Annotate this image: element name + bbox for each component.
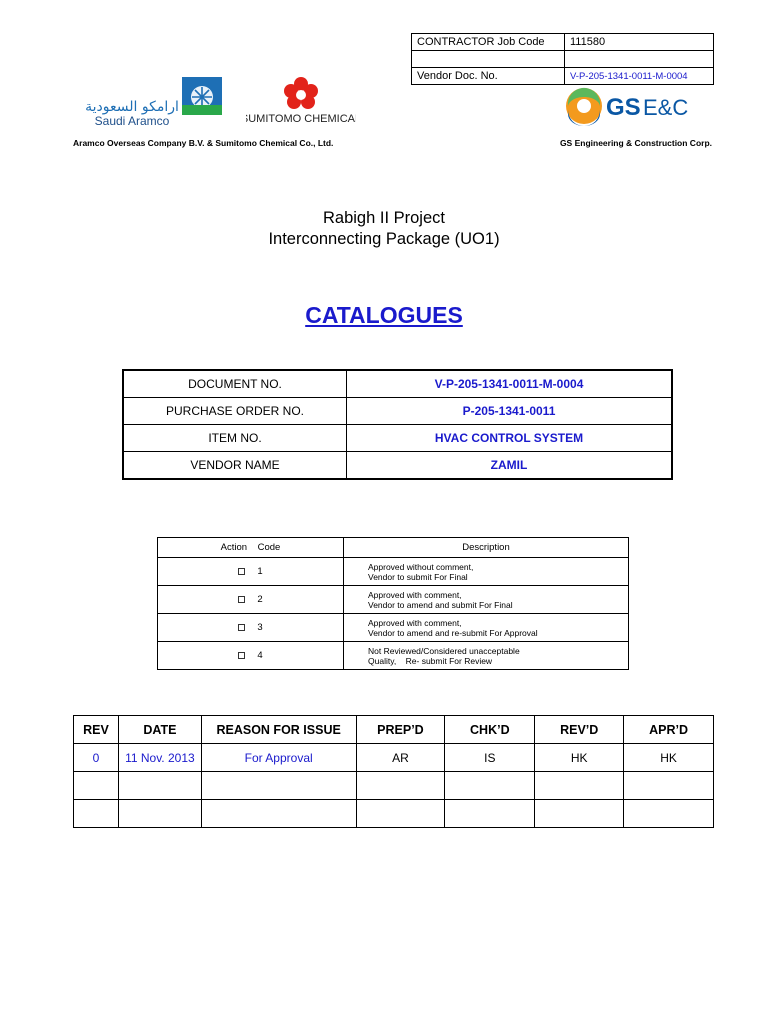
doc-info-value: P-205-1341-0011 [347, 398, 673, 425]
job-code-label: CONTRACTOR Job Code [412, 34, 565, 51]
revd-cell: HK [535, 744, 624, 772]
rev-cell [74, 800, 119, 828]
revision-row [74, 744, 714, 772]
vendor-doc-row [412, 68, 714, 85]
doc-info-row [123, 425, 672, 452]
aramco-star-icon [182, 77, 222, 115]
action-row [158, 558, 629, 586]
doc-info-label: VENDOR NAME [123, 452, 347, 480]
action-code-cell [158, 642, 344, 670]
description-header: Description [344, 538, 629, 558]
checkbox-icon[interactable] [238, 624, 245, 631]
sumitomo-emblem-icon [284, 77, 318, 109]
aramco-arabic-text: ارامكو السعودية [86, 99, 179, 115]
revision-table [73, 715, 714, 828]
prepd-header: PREP’D [356, 716, 445, 744]
description-line: Vendor to submit For Final [368, 571, 468, 582]
sumitomo-text: SUMITOMO CHEMICAL [246, 113, 356, 125]
revd-cell [535, 772, 624, 800]
gs-ec-logo [563, 84, 693, 128]
date-header: DATE [118, 716, 201, 744]
doc-info-label: PURCHASE ORDER NO. [123, 398, 347, 425]
description-line: Vendor to amend and re-submit For Approval [368, 627, 538, 638]
action-row [158, 642, 629, 670]
checkbox-icon[interactable] [238, 596, 245, 603]
reason-cell: For Approval [201, 744, 356, 772]
action-code-cell [158, 614, 344, 642]
saudi-aramco-logo [86, 77, 226, 129]
doc-info-value: ZAMIL [347, 452, 673, 480]
aprd-header: APR’D [624, 716, 714, 744]
prepd-cell: AR [356, 744, 445, 772]
package-title: Interconnecting Package (UO1) [268, 230, 500, 248]
doc-info-label: DOCUMENT NO. [123, 370, 347, 398]
date-cell [118, 800, 201, 828]
aprd-cell [624, 800, 714, 828]
aprd-cell [624, 772, 714, 800]
action-code: 3 [257, 621, 263, 633]
owner-company-name: Aramco Overseas Company B.V. & Sumitomo Chemical Co., Ltd. [73, 138, 334, 148]
chkd-cell [445, 772, 535, 800]
chkd-header: CHK’D [445, 716, 535, 744]
prepd-cell [356, 800, 445, 828]
description-line: Quality, Re- submit For Review [368, 655, 493, 666]
vendor-doc-value: V-P-205-1341-0011-M-0004 [565, 68, 714, 85]
doc-info-value: HVAC CONTROL SYSTEM [347, 425, 673, 452]
job-code-value: 111580 [565, 34, 714, 51]
vendor-doc-label: Vendor Doc. No. [412, 68, 565, 85]
reason-header: REASON FOR ISSUE [201, 716, 356, 744]
date-cell: 11 Nov. 2013 [118, 744, 201, 772]
revd-header: REV’D [535, 716, 624, 744]
gs-suffix-text: E&C [643, 95, 689, 120]
chkd-cell: IS [445, 744, 535, 772]
project-title: Rabigh II Project [323, 209, 445, 227]
action-code-cell [158, 586, 344, 614]
description-line: Approved with comment, [368, 617, 462, 628]
date-cell [118, 772, 201, 800]
doc-info-row [123, 452, 672, 480]
description-line: Approved with comment, [368, 589, 462, 600]
action-header-row [158, 538, 629, 558]
action-code-header: Action Code [158, 538, 344, 558]
action-code: 1 [257, 565, 263, 577]
action-description [344, 642, 629, 670]
checkbox-icon[interactable] [238, 652, 245, 659]
revd-cell [535, 800, 624, 828]
contractor-company-name: GS Engineering & Construction Corp. [559, 138, 712, 148]
description-line: Not Reviewed/Considered unacceptable [368, 645, 520, 656]
document-heading: CATALOGUES [305, 302, 463, 328]
action-code-table [157, 537, 629, 670]
reason-cell [201, 772, 356, 800]
action-description [344, 614, 629, 642]
doc-info-value: V-P-205-1341-0011-M-0004 [347, 370, 673, 398]
doc-info-label: ITEM NO. [123, 425, 347, 452]
action-code: 4 [257, 649, 263, 661]
empty-cell [412, 51, 565, 68]
aprd-cell: HK [624, 744, 714, 772]
rev-header: REV [74, 716, 119, 744]
action-description [344, 558, 629, 586]
revision-header-row [74, 716, 714, 744]
reason-cell [201, 800, 356, 828]
gs-text: GS [606, 94, 641, 121]
gs-swirl-icon [566, 88, 602, 126]
doc-info-row [123, 398, 672, 425]
chkd-cell [445, 800, 535, 828]
checkbox-icon[interactable] [238, 568, 245, 575]
rev-cell [74, 772, 119, 800]
action-row [158, 614, 629, 642]
empty-row [412, 51, 714, 68]
description-line: Vendor to amend and submit For Final [368, 599, 513, 610]
rev-cell: 0 [74, 744, 119, 772]
action-description [344, 586, 629, 614]
action-row [158, 586, 629, 614]
job-code-row [412, 34, 714, 51]
contractor-info-table [411, 33, 714, 85]
aramco-english-text: Saudi Aramco [94, 114, 170, 128]
doc-info-row [123, 370, 672, 398]
revision-row [74, 772, 714, 800]
action-code: 2 [257, 593, 263, 605]
sumitomo-chemical-logo [246, 74, 356, 126]
document-info-table [122, 369, 673, 480]
empty-cell [565, 51, 714, 68]
prepd-cell [356, 772, 445, 800]
action-code-cell [158, 558, 344, 586]
description-line: Approved without comment, [368, 561, 474, 572]
revision-row [74, 800, 714, 828]
